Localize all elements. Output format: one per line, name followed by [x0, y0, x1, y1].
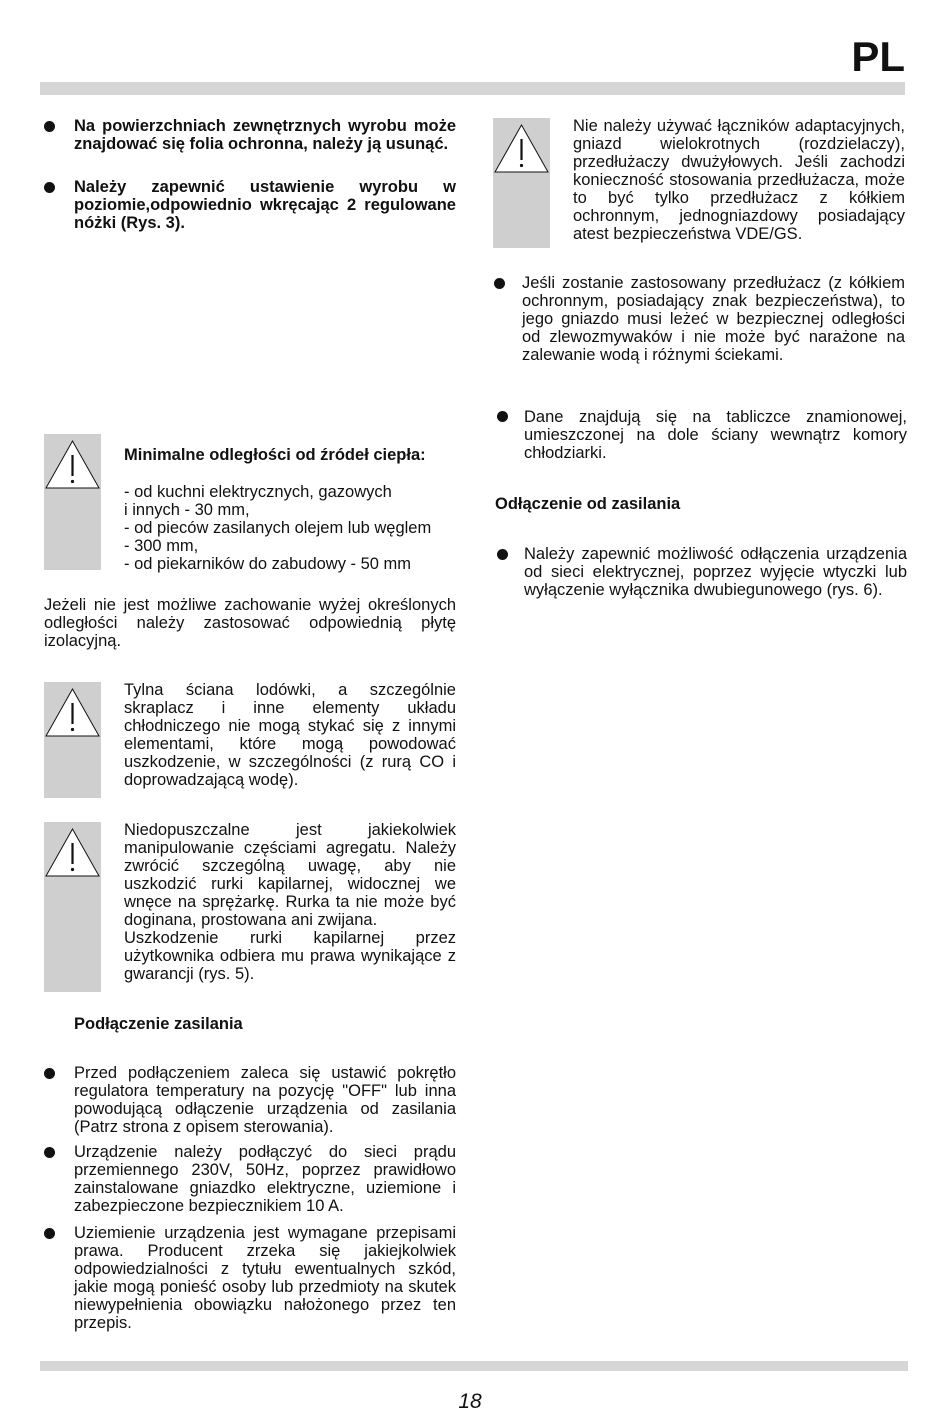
warning-capillary-warranty: Uszkodzenie rurki kapilarnej przez użytkownika odbiera mu prawa wynikające z gwarancji (rys. 5).	[124, 929, 456, 983]
bullet-extension-cord: Jeśli zostanie zastosowany przedłużacz (z kółkiem ochronnym, posiadający znak bezpieczeństwa), to jego gniazdo musi leżeć w bezpiecznej odległości od zlewozmywaków i nie może być narażone na zalewanie wodą i różnymi ściekami.	[522, 274, 905, 364]
bullet-grounding: Uziemienie urządzenia jest wymagane przepisami prawa. Producent zrzeka się jakiejkolwiek odpowiedzialności z tytułu ewentualnych szkód, jakie mogą ponieść osoby lub przedmioty na skutek niewypełnienia obowiązku nałożonego przez ten przepis.	[74, 1224, 456, 1332]
bullet-dot	[44, 121, 55, 132]
min-distance-line: - od pieców zasilanych olejem lub węglem	[124, 519, 432, 537]
power-connection-heading: Podłączenie zasilania	[74, 1015, 243, 1033]
bullet-dot	[44, 1068, 55, 1079]
min-distance-list	[124, 483, 464, 573]
warning-icon	[493, 118, 550, 248]
bullet-levelling-feet: Należy zapewnić ustawienie wyrobu w poziomie,odpowiednio wkręcając 2 regulowane nóżki (Rys. 3).	[74, 178, 456, 232]
bullet-dot	[494, 278, 505, 289]
bullet-dot	[497, 411, 508, 422]
page-number: 18	[458, 1390, 482, 1413]
min-distance-line: - 300 mm,	[124, 537, 199, 555]
language-code: PL	[851, 33, 905, 80]
bullet-dot	[497, 549, 508, 560]
warning-capillary: Niedopuszczalne jest jakiekolwiek manipulowanie częściami agregatu. Należy zwrócić szczególną uwagę, aby nie uszkodzić rurki kapilarnej, widocznej we wnęce na sprężarkę. Rurka ta nie może być doginana, prostowana ani zwijana.	[124, 821, 456, 929]
min-distance-title: Minimalne odległości od źródeł ciepła:	[124, 446, 426, 464]
insulation-note: Jeżeli nie jest możliwe zachowanie wyżej określonych odległości należy zastosować odpowiednią płytę izolacyjną.	[44, 596, 456, 650]
bullet-dot	[44, 1228, 55, 1239]
min-distance-line: - od piekarników do zabudowy - 50 mm	[124, 555, 412, 573]
disconnect-heading: Odłączenie od zasilania	[495, 495, 681, 513]
bullet-protective-film: Na powierzchniach zewnętrznych wyrobu może znajdować się folia ochronna, należy ją usunąć.	[74, 117, 456, 153]
bullet-disconnect: Należy zapewnić możliwość odłączenia urządzenia od sieci elektrycznej, poprzez wyjęcie wtyczki lub wyłączenie wyłącznika dwubiegunowego (rys. 6).	[524, 545, 907, 599]
bullet-rating-plate: Dane znajdują się na tabliczce znamionowej, umieszczonej na dole ściany wewnątrz komory chłodziarki.	[524, 408, 907, 462]
warning-icon	[44, 682, 101, 798]
bullet-thermostat-off: Przed podłączeniem zaleca się ustawić pokrętło regulatora temperatury na pozycję "OFF" lub inna powodującą odłączenie urządzenia od zasilania (Patrz strona z opisem sterowania).	[74, 1064, 456, 1136]
warning-back-wall: Tylna ściana lodówki, a szczególnie skraplacz i inne elementy układu chłodniczego nie mogą stykać się z innymi elementami, które mogą powodować uszkodzenie, w szczególności (z rurą CO i doprowadzającą wodę).	[124, 681, 456, 789]
footer-divider	[40, 1361, 908, 1371]
min-distance-line: - od kuchni elektrycznych, gazowych	[124, 483, 392, 501]
header-divider	[40, 82, 905, 95]
warning-adapters: Nie należy używać łączników adaptacyjnych, gniazd wielokrotnych (rozdzielaczy), przedłużaczy dwużyłowych. Jeśli zachodzi konieczność stosowania przedłużacza, może to być tylko przedłużacz z kółkiem ochronnym, jednogniazdowy posiadający atest bezpieczeństwa VDE/GS.	[573, 117, 905, 243]
bullet-mains-230v: Urządzenie należy podłączyć do sieci prądu przemiennego 230V, 50Hz, poprzez prawidłowo zainstalowane gniazdko elektryczne, uziemione i zabezpieczone bezpiecznikiem 10 A.	[74, 1143, 456, 1215]
min-distance-line: i innych - 30 mm,	[124, 501, 250, 519]
bullet-dot	[44, 182, 55, 193]
warning-icon	[44, 434, 101, 570]
warning-icon	[44, 822, 101, 992]
bullet-dot	[44, 1147, 55, 1158]
